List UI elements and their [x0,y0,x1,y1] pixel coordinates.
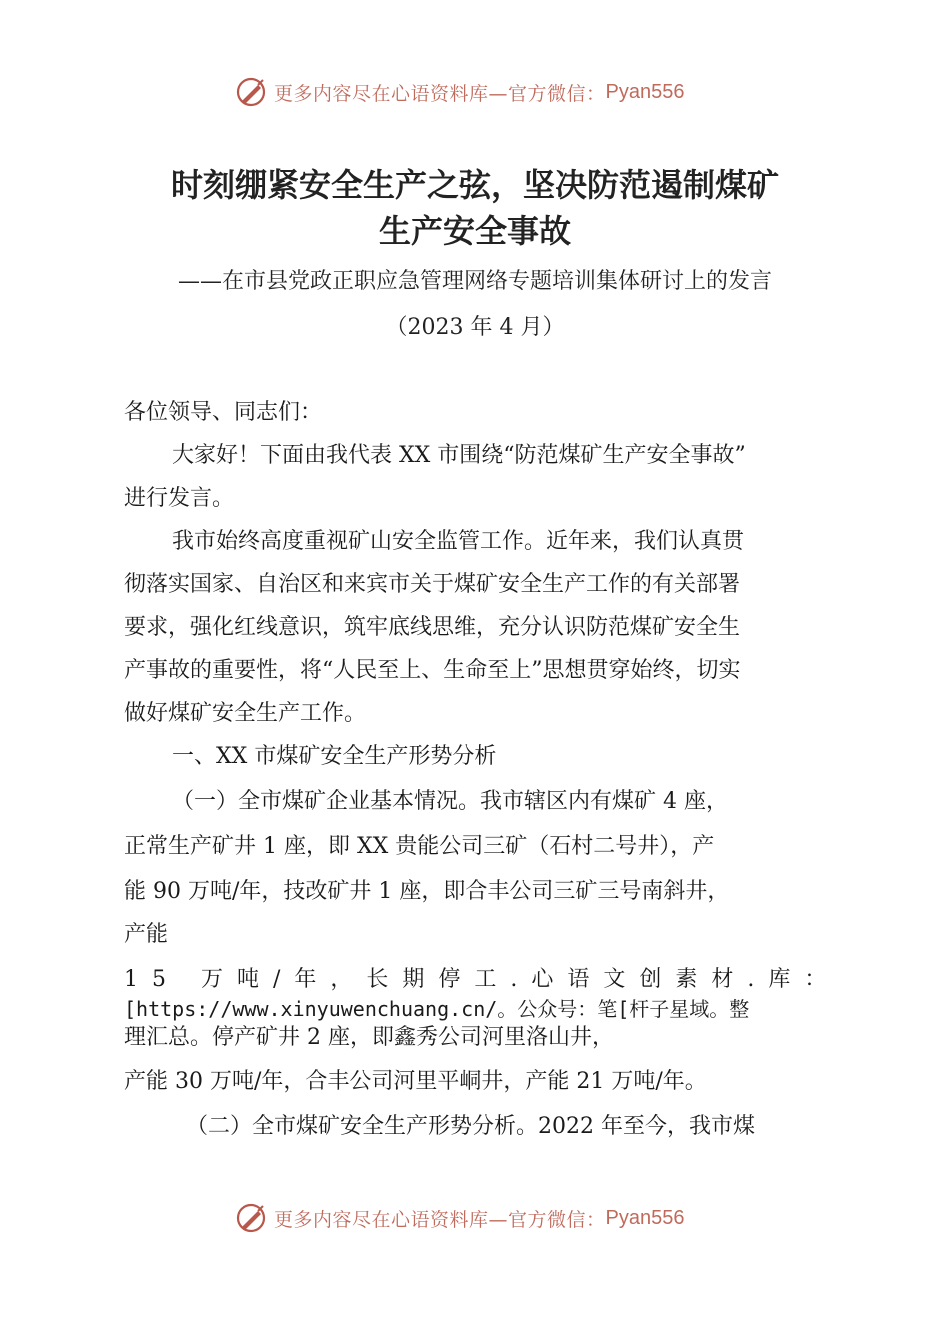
wechat-id: Pyan556 [605,80,685,103]
paragraph-line: 彻落实国家、自治区和来宾市关于煤矿安全生产工作的有关部署 [124,572,741,597]
document-title-line1: 时刻绷紧安全生产之弦，坚决防范遏制煤矿 [170,166,779,204]
paragraph-line: 理汇总。停产矿井 2 座，即鑫秀公司河里洛山井， [124,1025,614,1050]
paragraph-line: 产事故的重要性，将“人民至上、生命至上”思想贯穿始终，切实 [124,658,741,683]
document-subtitle: ——在市县党政正职应急管理网络专题培训集体研讨上的发言 [177,269,772,294]
pen-logo-icon [234,75,268,109]
document-title-line2: 生产安全事故 [378,212,571,250]
paragraph-line: （二）全市煤矿安全生产形势分析。2022 年至今，我市煤 [186,1114,755,1139]
wechat-id: Pyan556 [605,1206,685,1229]
paragraph-line: 能 90 万吨/年，技改矿井 1 座，即合丰公司三矿三号南斜井， [124,879,730,904]
paragraph-line: 15 万吨/年，长期停工.心语文创素材.库： [124,967,841,992]
header-banner [0,72,950,112]
banner-text: 更多内容尽在心语资料库—官方微信： [274,82,606,105]
paragraph-line: [https://www.xinyuwenchuang.cn/。公众号：笔[杆子星域。整 [124,997,750,1021]
paragraph-line: （一）全市煤矿企业基本情况。我市辖区内有煤矿 4 座， [172,789,728,814]
salutation: 各位领导、同志们： [124,400,323,425]
paragraph-line: 大家好！下面由我代表 XX 市围绕“防范煤矿生产安全事故” [172,443,746,468]
paragraph-line: 产能 30 万吨/年，合丰公司河里平峒井，产能 21 万吨/年。 [124,1069,707,1094]
section-heading: 一、XX 市煤矿安全生产形势分析 [172,744,497,769]
paragraph-line: 我市始终高度重视矿山安全监管工作。近年来，我们认真贯 [172,529,745,554]
footer-banner [0,1198,950,1238]
paragraph-line: 产能 [124,922,169,947]
paragraph-line: 要求，强化红线意识，筑牢底线思维，充分认识防范煤矿安全生 [124,615,741,640]
document-date: （2023 年 4 月） [385,315,565,340]
banner-text: 更多内容尽在心语资料库—官方微信： [274,1208,606,1231]
paragraph-line: 进行发言。 [124,486,235,511]
pen-logo-icon [234,1201,268,1235]
paragraph-line: 正常生产矿井 1 座，即 XX 贵能公司三矿（石村二号井），产 [124,834,715,859]
paragraph-line: 做好煤矿安全生产工作。 [124,701,367,726]
